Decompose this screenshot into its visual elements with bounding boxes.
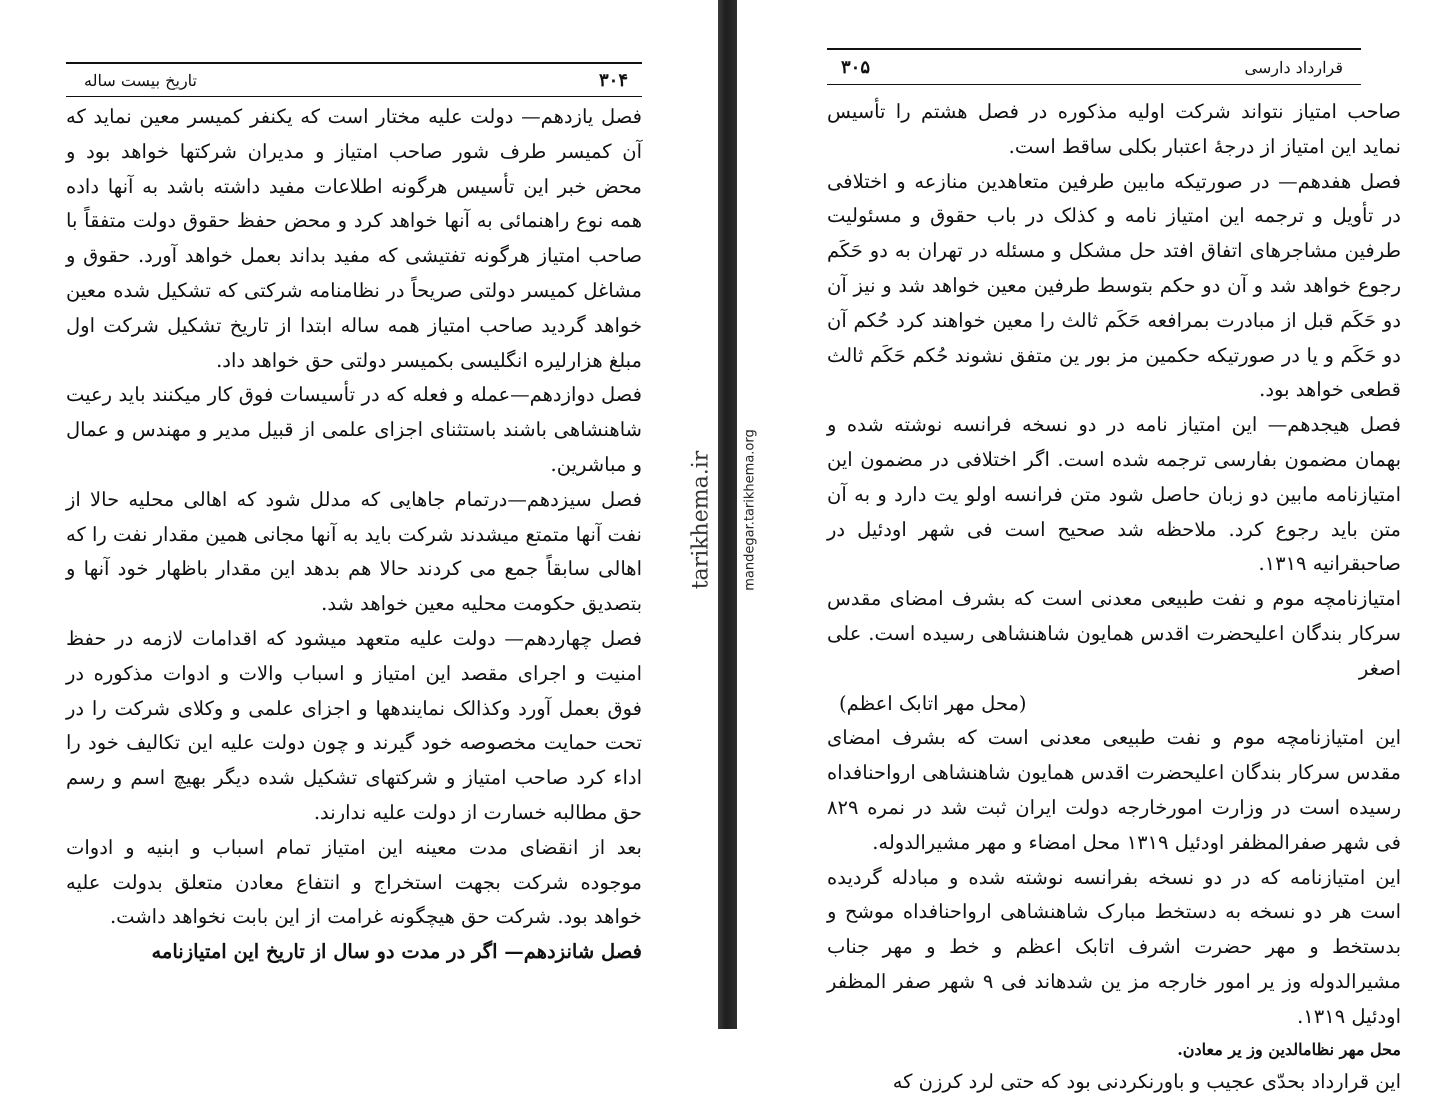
paragraph: صاحب امتیاز نتواند شرکت اولیه مذکوره در فصل هشتم را تأسیس نماید این امتیاز از درجهٔ اعتبار بکلی ساقط است. — [827, 100, 1401, 158]
seal-note: (محل مهر اتابک اعظم) — [839, 691, 1027, 715]
paragraph: این قرارداد بحدّی عجیب و باورنکردنی بود که حتی لرد کرزن که — [892, 1069, 1401, 1093]
watermark-sub: mandegar.tarikhema.org — [742, 429, 758, 591]
left-page — [0, 0, 718, 1029]
running-title: قرارداد دارسی — [1244, 57, 1343, 77]
page-number: ۳۰۴ — [598, 69, 628, 91]
watermark-main: tarikhema.ir — [688, 450, 714, 590]
paragraph: فصل چهاردهم— دولت علیه متعهد میشود که اقدامات لازمه در حفظ امنیت و اجرای مقصد این امتیاز و اسباب والات و ادوات مذکوره در فوق بعمل آورد وکذالک نمایندهها و اجزای علمی و وکلای شرکت را در تحت حمایت مخصوصه خود گیرند و چون دولت علیه این تکالیف خود را اداء کرد صاحب امتیاز و شرکتهای تشکیل شده دیگر بهیچ اسم و رسم حق مطالبه خسارت از دولت علیه ندارند. — [66, 626, 642, 824]
paragraph: فصل شانزدهم— اگر در مدت دو سال از تاریخ این امتیازنامه — [151, 940, 642, 964]
left-page-body — [66, 100, 642, 970]
paragraph: این امتیازنامچه موم و نفت طبیعی معدنی است که بشرف امضای مقدس سرکار بندگان اعلیحضرت اقدس همایون شاهنشاهی ارواحنافداه رسیده است در وزارت امورخارجه دولت ایران ثبت شد در نمره ۸۲۹ فی شهر صفرالمظفر اودئیل ۱۳۱۹ محل امضاء و مهر مشیرالدوله. — [827, 726, 1401, 854]
book-gutter — [718, 0, 737, 1029]
paragraph: فصل هیجدهم— این امتیاز نامه در دو نسخه فرانسه نوشته شده و بهمان مضمون بفارسی ترجمه شده است. اگر اختلافی در مضمون این امتیازنامه مابین دو زبان حاصل شود متن فرانسه اولو یت دارد و به آن متن باید رجوع کرد. ملاحظه شد صحیح است فی شهر اودئیل در صاحبقرانیه ۱۳۱۹. — [827, 413, 1401, 576]
paragraph: بعد از انقضای مدت معینه این امتیاز تمام اسباب و ابنیه و ادوات موجوده شرکت بجهت استخراج و انتفاع معادن متعلق بدولت علیه خواهد بود. شرکت حق هیچگونه غرامت از این بابت نخواهد داشت. — [66, 835, 642, 929]
paragraph: فصل سیزدهم—درتمام جاهایی که مدلل شود که اهالی محلیه حالا از نفت آنها متمتع میشدند شرکت باید به آنها مجانی همین مقدار نفت را که اهالی سابقاً جمع می کردند حالا هم بدهد این مقدار باظهار خود آنها و بتصدیق حکومت محلیه معین خواهد شد. — [66, 487, 642, 616]
paragraph: فصل دوازدهم—عمله و فعله که در تأسیسات فوق کار میکنند باید رعیت شاهنشاهی باشند باستثنای اجزای علمی از قبیل مدیر و مهندس و عمال و مباشرین. — [66, 383, 642, 476]
left-page-header — [66, 62, 642, 97]
right-page-header — [827, 48, 1361, 85]
right-page — [737, 0, 1451, 1093]
right-page-body — [827, 95, 1401, 1099]
paragraph: فصل هفدهم— در صورتیکه مابین طرفین متعاهدین منازعه و اختلافی در تأویل و ترجمه این امتیاز نامه و کذلک در باب حقوق و مسئولیت طرفین مشاجرهای اتفاق افتد حل مشکل و مسئله در تهران به دو حَکَم رجوع خواهد شد و آن دو حکم بتوسط طرفین معین خواهد شد و نیز آن دو حَکَم قبل از مبادرت بمرافعه حَکَم ثالث را معین خواهند کرد حُکم آن دو حَکَم و یا در صورتیکه حکمین مز بور ین متفق نشوند حُکم حَکَم ثالث قطعی خواهد بود. — [827, 169, 1401, 402]
seal-note: محل مهر نظامالدین وز یر معادن. — [1177, 1039, 1401, 1059]
paragraph: این امتیازنامه که در دو نسخه بفرانسه نوشته شده و مبادله گردیده است هر دو نسخه به دستخط مبارک شاهنشاهی ارواحنافداه موشح و بدستخط و مهر حضرت اشرف اتابک اعظم و خط و مهر جناب مشیرالدوله وز یر امور خارجه مز ین شدهاند فی ۹ شهر صفر المظفر اودئیل ۱۳۱۹. — [827, 865, 1401, 1028]
paragraph: امتیازنامچه موم و نفت طبیعی معدنی است که بشرف امضای مقدس سرکار بندگان اعلیحضرت اقدس همایون شاهنشاهی رسیده است. علی اصغر — [827, 587, 1401, 680]
running-title: تاریخ بیست ساله — [84, 70, 198, 90]
page-number: ۳۰۵ — [841, 56, 871, 78]
paragraph: فصل یازدهم— دولت علیه مختار است که یکنفر کمیسر معین نماید که آن کمیسر طرف شور صاحب امتیاز و مدیران شرکتها خواهد بود و محض خبر این تأسیس هرگونه اطلاعات مفید داشته باشد به آنها داده همه نوع راهنمائی به آنها خواهد کرد و محض حفظ حقوق دولت متفقاً با صاحب امتیاز هرگونه تفتیشی که مفید بداند بعمل خواهد آورد. حقوق و مشاغل کمیسر دولتی صریحاً در نظامنامه شرکتی که تشکیل شده معین خواهد گردید صاحب امتیاز همه ساله ابتدا از تاریخ تشکیل شرکت اول مبلغ هزارلیره انگلیسی بکمیسر دولتی حق خواهد داد. — [66, 105, 642, 372]
